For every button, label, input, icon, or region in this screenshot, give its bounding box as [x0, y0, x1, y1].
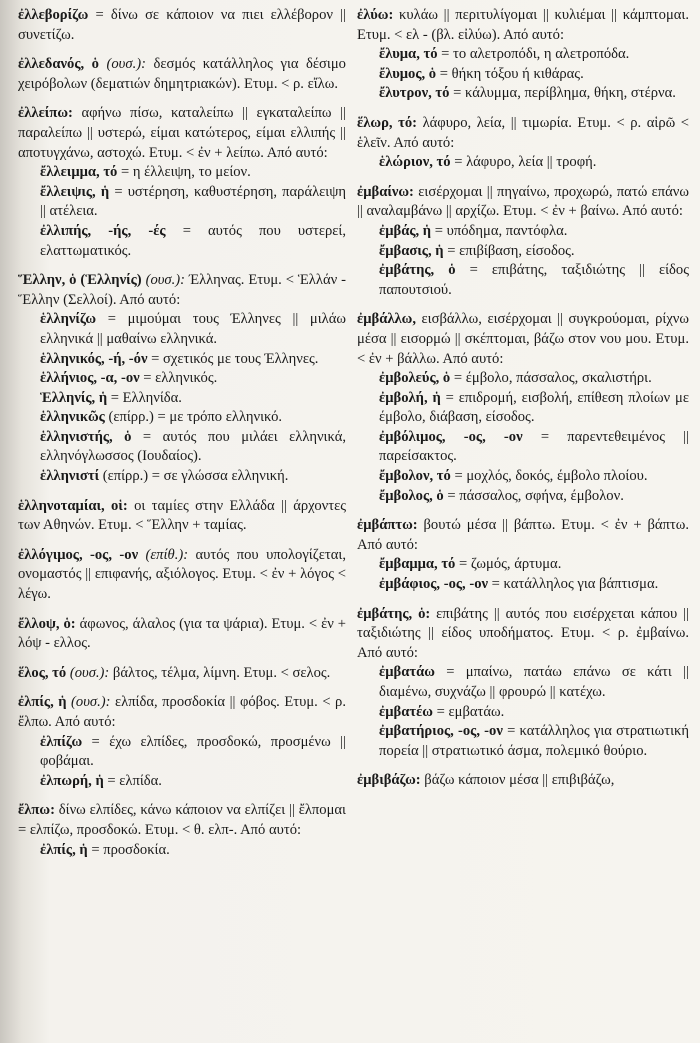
derived-headword: ἑλληνίζω — [40, 311, 97, 328]
entry-definition: βουτώ μέσα || βάπτω. Ετυμ. < ἐν + βάπτω. Από αυτό: — [357, 517, 689, 553]
entry-definition: βάλτος, τέλμα, λίμνη. Ετυμ. < σελος. — [112, 664, 331, 681]
dictionary-entry — [18, 546, 346, 605]
derived-entry — [18, 389, 346, 409]
entry-headword: ἕλος, τό — [18, 664, 67, 681]
derived-entry — [357, 369, 689, 389]
entry-headword: ἕλωρ, τό: — [357, 114, 417, 131]
dictionary-entry — [357, 6, 689, 104]
derived-definition: = ελπίδα. — [107, 772, 162, 789]
derived-definition: = επιδρομή, εισβολή, επίθεση πλοίων με έμβολο, διάβαση, είσοδος. — [379, 389, 689, 426]
derived-headword: ἐμβάς, ἡ — [379, 222, 432, 239]
dictionary-entry — [357, 771, 689, 791]
entry-headword: ἐλλείπω: — [18, 105, 73, 122]
derived-entry — [357, 663, 689, 702]
derived-definition: = θήκη τόξου ή κιθάρας. — [439, 65, 584, 82]
entry-definition: οι ταμίες στην Ελλάδα || άρχοντες των Αθηνών. Ετυμ. < Ἕλλην + ταμίας. — [18, 497, 346, 534]
derived-entry — [357, 45, 689, 65]
derived-entry — [18, 369, 346, 389]
derived-definition: = επιβάτης, ταξιδιώτης || είδος παπουτσιού. — [379, 262, 689, 298]
entry-headword: ἐλπίς, ἡ — [18, 694, 67, 711]
dictionary-entry — [18, 271, 346, 487]
derived-definition: = μοχλός, δοκός, έμβολο πλοίου. — [454, 468, 648, 485]
entry-headword: ἐμβαίνω: — [357, 183, 414, 200]
derived-headword: ἐμβατέω — [379, 703, 433, 720]
derived-entry — [357, 467, 689, 487]
entry-main-line — [18, 615, 346, 654]
dictionary-entry — [18, 497, 346, 536]
entry-main-line — [18, 497, 346, 536]
derived-headword: ἔλλειψις, ἡ — [40, 183, 110, 200]
derived-entry — [357, 389, 689, 428]
entry-definition: εισέρχομαι || πηγαίνω, προχωρώ, πατώ επάνω || αναλαμβάνω || αρχίζω. Ετυμ. < ἐν + βαίνω. Από αυτό: — [357, 183, 689, 220]
entry-headword: ἐμβάτης, ὁ: — [357, 605, 431, 622]
entry-headword: ἐλύω: — [357, 7, 394, 23]
derived-headword: ἑλληνιστής, ὁ — [40, 428, 132, 445]
entry-definition: ελπίδα, προσδοκία || φόβος. Ετυμ. < ρ. ἔλπω. Από αυτό: — [18, 694, 346, 730]
entry-main-line — [357, 605, 689, 664]
dictionary-entry — [18, 104, 346, 261]
dictionary-entry — [18, 615, 346, 654]
derived-headword: ἐμβάφιος, -ος, -ον — [379, 576, 489, 593]
derived-headword: ἐμβόλιμος, -ος, -ον — [379, 428, 523, 445]
entry-main-line — [357, 310, 689, 369]
derived-definition: = μπαίνω, πατάω επάνω σε κάτι || διαμένω, συχνάζω || φρουρώ || κατέχω. — [379, 664, 689, 700]
entry-headword: ἐλλεβορίζω — [18, 7, 89, 23]
derived-definition: = σχετικός με τους Έλληνες. — [151, 350, 319, 367]
dictionary-entry — [357, 605, 689, 762]
derived-definition: = Ελληνίδα. — [110, 389, 182, 406]
derived-definition: = ζωμός, άρτυμα. — [459, 556, 562, 573]
derived-entry — [357, 242, 689, 262]
derived-headword: ἐμβάτης, ὁ — [379, 262, 456, 279]
entry-main-line — [18, 693, 346, 732]
entry-main-line — [18, 271, 346, 310]
entry-definition: εισβάλλω, εισέρχομαι || συγκρούομαι, ρίχνω μέσα || εισορμώ || σκέπτομαι, βάζω στον νου μου. Ετυμ. < ἐν + βάλλω. Από αυτό: — [357, 311, 689, 367]
derived-headword: ἐλπίς, ἡ — [40, 841, 88, 858]
derived-entry — [18, 408, 346, 428]
dictionary-entry — [357, 114, 689, 173]
derived-headword: ἐμβατήριος, -ος, -ον — [379, 723, 503, 740]
derived-entry — [18, 733, 346, 772]
derived-entry — [18, 222, 346, 261]
derived-entry — [18, 183, 346, 222]
dictionary-entry — [357, 183, 689, 301]
entry-main-line — [18, 546, 346, 605]
derived-definition: = το αλετροπόδι, η αλετροπόδα. — [441, 46, 630, 63]
derived-headword: ἔμβαμμα, τό — [379, 556, 456, 573]
derived-entry — [357, 722, 689, 761]
derived-headword: ἐλλιπής, -ής, -ές — [40, 222, 166, 239]
derived-definition: = μιμούμαι τους Έλληνες || μιλάω ελληνικά || μαθαίνω ελληνικά. — [40, 311, 346, 347]
dictionary-entry — [18, 693, 346, 791]
entry-definition: δίνω σε κάποιον να πιει ελλέβορον || συνετίζω. — [18, 7, 346, 43]
derived-definition: = κατάλληλος για στρατιωτική πορεία || στρατιωτικό άσμα, πολεμικό θούριο. — [379, 723, 689, 759]
derived-definition: = υπόδημα, παντόφλα. — [434, 222, 568, 239]
derived-definition: = αυτός που μιλάει ελληνικά, ελληνόγλωσσος (Ιουδαίος). — [40, 428, 347, 465]
derived-definition: (επίρρ.) = με τρόπο ελληνικό. — [108, 409, 283, 426]
derived-headword: ἑλληνικῶς — [40, 409, 105, 426]
derived-entry — [357, 555, 689, 575]
derived-definition: = κάλυμμα, περίβλημα, θήκη, στέρνα. — [453, 85, 676, 102]
entry-headword: ἐλλεδανός, ὁ — [18, 56, 99, 73]
derived-entry — [357, 84, 689, 104]
entry-definition: δεσμός κατάλληλος για δέσιμο χειρόβολων (δεματιών δημητριακών). Ετυμ. < ρ. εἴλω. — [18, 56, 346, 92]
derived-headword: ἔλλειμμα, τό — [40, 164, 118, 181]
derived-headword: ἑλληνιστί — [40, 468, 100, 485]
left-column — [18, 6, 346, 870]
derived-headword: ἔμβολος, ὁ — [379, 487, 444, 504]
right-column — [357, 6, 689, 801]
entry-main-line — [357, 6, 689, 45]
entry-main-line — [357, 183, 689, 222]
derived-headword: ἔμβασις, ἡ — [379, 242, 444, 259]
entry-main-line — [357, 516, 689, 555]
derived-headword: ἑλλήνιος, -α, -ον — [40, 370, 140, 387]
derived-entry — [18, 428, 346, 467]
entry-definition: κυλάω || περιτυλίγομαι || κυλιέμαι || κάμπτομαι. Ετυμ. < ελ - (βλ. εἰλύω). Από αυτό: — [357, 7, 689, 43]
derived-headword: ἔμβολον, τό — [379, 468, 451, 485]
derived-entry — [357, 261, 689, 300]
dictionary-entry — [357, 516, 689, 594]
derived-definition: = επιβίβαση, είσοδος. — [447, 242, 575, 259]
derived-entry — [18, 772, 346, 792]
entry-headword: ἐμβάπτω: — [357, 517, 418, 534]
part-of-speech: (ουσ.): — [106, 56, 146, 73]
derived-entry — [357, 65, 689, 85]
dictionary-entry — [18, 664, 346, 684]
derived-definition: = λάφυρο, λεία || τροφή. — [454, 154, 597, 171]
derived-entry — [357, 428, 689, 467]
entry-main-line — [18, 55, 346, 94]
entry-headword: ἐμβάλλω, — [357, 311, 416, 328]
derived-headword: ἔλυμα, τό — [379, 46, 438, 63]
entry-headword: ἑλληνοταμίαι, οἱ: — [18, 497, 128, 514]
derived-definition: = αυτός που υστερεί, ελαττωματικός. — [40, 222, 347, 259]
entry-definition: Έλληνας. Ετυμ. < Ἑλλάν - Ἕλλην (Σελλοί). Από αυτό: — [18, 272, 346, 308]
part-of-speech: (ουσ.): — [69, 664, 110, 681]
derived-definition: = υστέρηση, καθυστέρηση, παράλειψη || ατέλεια. — [40, 183, 346, 220]
entry-headword: ἔλπω: — [18, 802, 55, 819]
entry-definition: δίνω ελπίδες, κάνω κάποιον να ελπίζει || ἔλπομαι = ελπίζω, προσδοκώ. Ετυμ. < θ. ελπ-. Από αυτό: — [18, 802, 346, 838]
derived-headword: ἔλυτρον, τό — [379, 85, 450, 102]
derived-definition: = η έλλειψη, το μείον. — [121, 164, 251, 181]
derived-headword: ἐμβατάω — [379, 664, 435, 681]
derived-entry — [18, 310, 346, 349]
derived-definition: = έμβολο, πάσσαλος, σκαλιστήρι. — [453, 370, 652, 387]
derived-headword: ἔλυμος, ὁ — [379, 65, 437, 82]
derived-headword: ἑλώριον, τό — [379, 154, 451, 171]
entry-definition: επιβάτης || αυτός που εισέρχεται κάπου || ταξιδιώτης || είδος υποδήματος. Ετυμ. < ρ. ἐμβαίνω. Από αυτό: — [357, 605, 689, 661]
entry-definition: άφωνος, άλαλος (για τα ψάρια). Ετυμ. < ἐν + λόψ - ελλος. — [18, 615, 346, 652]
derived-entry — [18, 467, 346, 487]
derived-definition: (επίρρ.) = σε γλώσσα ελληνική. — [102, 468, 289, 485]
entry-main-line — [357, 771, 689, 791]
entry-main-line — [18, 801, 346, 840]
entry-definition: αφήνω πίσω, καταλείπω || εγκαταλείπω || παραλείπω || υστερώ, είμαι κατώτερος, είμαι ελλιπής || αποτυγχάνω, αστοχώ. Ετυμ. < ἐν + λείπω. Από αυτό: — [18, 105, 346, 161]
entry-main-line — [18, 664, 346, 684]
entry-headword: ἔλλοψ, ὁ: — [18, 615, 76, 632]
entry-headword: Ἕλλην, ὁ (Ἑλληνίς) — [18, 272, 142, 289]
derived-headword: Ἑλληνίς, ἡ — [40, 389, 108, 406]
entry-headword: ἐμβιβάζω: — [357, 772, 421, 789]
entry-definition: βάζω κάποιον μέσα || επιβιβάζω, — [424, 772, 615, 789]
part-of-speech: (ουσ.): — [145, 272, 185, 289]
entry-main-line — [18, 104, 346, 163]
derived-headword: ἐμβολεύς, ὁ — [379, 370, 451, 387]
derived-definition: = πάσσαλος, σφήνα, έμβολον. — [447, 487, 624, 504]
dictionary-entry — [18, 801, 346, 860]
derived-definition: = προσδοκία. — [91, 841, 170, 858]
derived-headword: ἐλπωρή, ἡ — [40, 772, 104, 789]
dictionary-entry — [18, 6, 346, 45]
derived-definition: = παρεντεθειμένος || παρείσακτος. — [379, 428, 690, 465]
entry-main-line — [357, 114, 689, 153]
derived-headword: ἑλληνικός, -ή, -όν — [40, 350, 148, 367]
entry-headword: ἐλλόγιμος, -ος, -ον — [18, 546, 139, 563]
derived-entry — [357, 703, 689, 723]
entry-definition: αυτός που υπολογίζεται, ονομαστός || επιφανής, αξιόλογος. Ετυμ. < ἐν + λόγος < λέγω. — [18, 546, 346, 603]
dictionary-entry — [357, 310, 689, 506]
derived-headword: ἐλπίζω — [40, 733, 83, 750]
derived-definition: = ελληνικός. — [143, 370, 218, 387]
derived-entry — [357, 222, 689, 242]
entry-main-line — [18, 6, 346, 45]
part-of-speech: (ουσ.): — [71, 694, 111, 711]
derived-definition: = εμβατάω. — [436, 703, 505, 720]
derived-definition: = κατάλληλος για βάπτισμα. — [491, 576, 659, 593]
derived-entry — [357, 575, 689, 595]
derived-entry — [18, 163, 346, 183]
derived-entry — [357, 487, 689, 507]
derived-headword: ἐμβολή, ἡ — [379, 389, 441, 406]
part-of-speech: (επίθ.): — [145, 546, 189, 563]
derived-definition: = έχω ελπίδες, προσδοκώ, προσμένω || φοβάμαι. — [40, 733, 346, 770]
entry-definition: λάφυρο, λεία, || τιμωρία. Ετυμ. < ρ. αἱρῶ < ἑλεῖν. Από αυτό: — [357, 114, 690, 151]
derived-entry — [18, 350, 346, 370]
derived-entry — [18, 841, 346, 861]
entry-separator: = — [88, 7, 111, 23]
dictionary-entry — [18, 55, 346, 94]
derived-entry — [357, 153, 689, 173]
